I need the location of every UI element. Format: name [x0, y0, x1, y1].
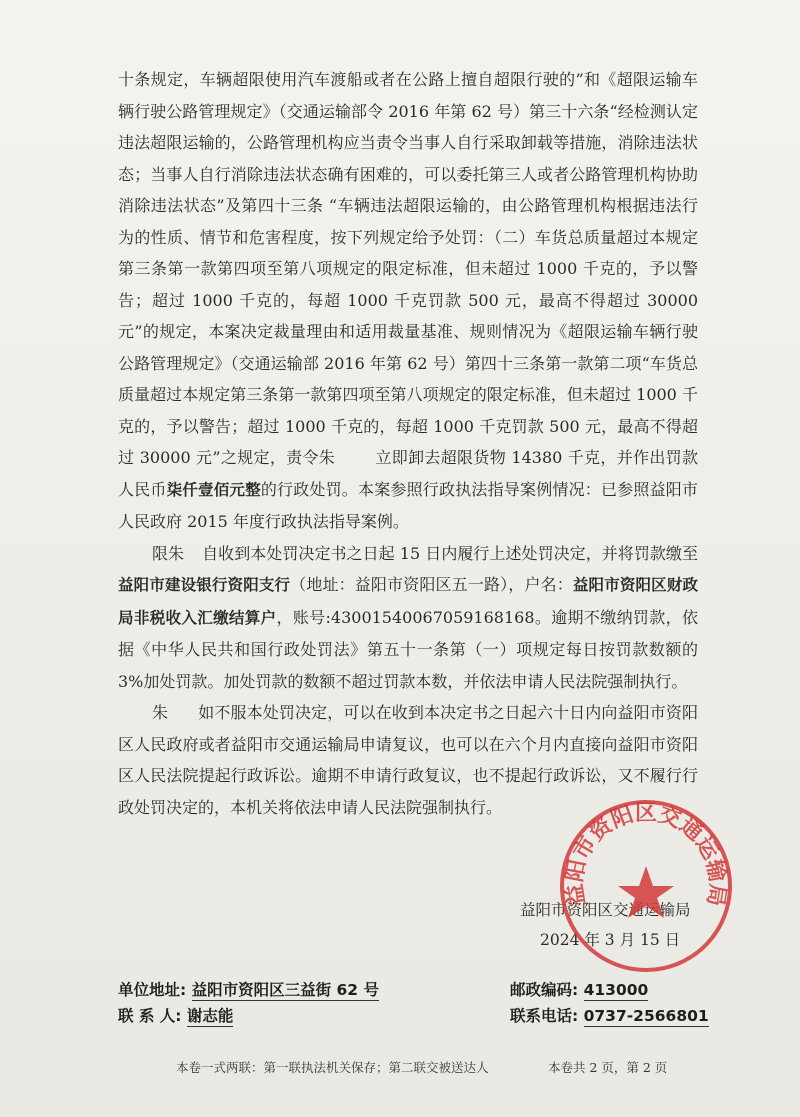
footer-page-number: 本卷共 2 页，第 2 页 [548, 1060, 668, 1075]
contact-value: 谢志能 [186, 1007, 234, 1025]
account-number: 43001540067059168168 [330, 607, 535, 627]
paragraph-appeal: 朱 如不服本处罚决定，可以在收到本决定书之日起六十日内向益阳市资阳区人民政府或者益阳市交通运输局申请复议，也可以在六个月内直接向益阳市资阳区人民法院提起行政诉讼。逾期不申请行政复议，也不提起行政诉讼，又不履行行政处罚决定的，本机关将依法申请人民法院强制执行。 [118, 703, 698, 817]
official-seal [556, 796, 736, 976]
postal-value: 413000 [583, 981, 649, 999]
seal-text: 益阳市资阳区交通运输局 [562, 801, 730, 908]
signature-org: 益阳市资阳区交通运输局 [520, 901, 691, 919]
unit-address: 单位地址: 益阳市资阳区三益街 62 号 [118, 981, 379, 999]
paragraph-legal-basis [118, 64, 698, 538]
contact-phone: 联系电话: 0737-2566801 [510, 1007, 709, 1025]
appellant-name: 朱 [152, 703, 169, 722]
contact-person: 联 系 人: 谢志能 [118, 1007, 234, 1025]
postal-code: 邮政编码: 413000 [510, 981, 649, 999]
penalty-amount: 柒仟壹佰元整 [166, 480, 261, 499]
account-name: 益阳市资阳区财政局非税收入汇缴结算户 [118, 576, 698, 627]
paragraph-payment: 限朱 自收到本处罚决定书之日起 15 日内履行上述处罚决定，并将罚款缴至益阳市建设银行资阳支行（地址：益阳市资阳区五一路），户名：益阳市资阳区财政局非税收入汇缴结算户，账号:43001540067059168168。逾期不缴纳罚款，依据《中华人民共和国行政处罚法》第五十一条第（一）项规定每日按罚款数额的 3%加处罚款。加处罚款的数额不超过罚款本数，并依法申请人民法院强制执行。 [118, 543, 698, 691]
decision-body [118, 64, 698, 823]
bank-name: 益阳市建设银行资阳支行 [118, 576, 291, 594]
footer-copies-note: 本卷一式两联：第一联执法机关保存；第二联交被送达人 [176, 1060, 489, 1075]
penalty-text: 立即卸去超限货物 14380 千克，并作出罚款人民币 [118, 448, 698, 499]
signature-date: 2024 年 3 月 15 日 [540, 931, 681, 949]
phone-value: 0737-2566801 [583, 1007, 709, 1025]
payer-name: 限朱 [152, 543, 185, 563]
legal-basis-text: 十条规定，车辆超限使用汽车渡船或者在公路上擅自超限行驶的”和《超限运输车辆行驶公路管理规定》（交通运输部令 2016 年第 62 号）第三十六条“经检测认定违法超限运输的，公路管理机构应当责令当事人自行采取卸载等措施，消除违法状态；当事人自行消除违法状态确有困难的，可以委托第三人或者公路管理机构协助消除违法状态”及第四十三条 “车辆违法超限运输的，由公路管理机构根据违法行为的性质、情节和危害程度，按下列规定给予处罚：（二）车货总质量超过本规定第三条第一款第四项至第八项规定的限定标准，但未超过 1000 千克的，予以警告；超过 1000 千克的，每超 1000 千克罚款 500 元，最高不得超过 30000 元”的规定，本案决定裁量理由和适用裁量基准、规则情况为《超限运输车辆行驶公路管理规定》（交通运输部 2016 年第 62 号）第四十三条第一款第二项“车货总质量超过本规定第三条第一款第四项至第八项规定的限定标准，但未超过 1000 千克的，予以警告；超过 1000 千克的，每超 1000 千克罚款 500 元，最高不得超过 30000 元”之规定，责令朱 [118, 70, 698, 467]
address-value: 益阳市资阳区三益街 62 号 [191, 981, 379, 999]
guidance-text: 的行政处罚。本案参照行政执法指导案例情况：已参照益阳市人民政府 2015 年度行政执法指导案例。 [118, 479, 698, 531]
